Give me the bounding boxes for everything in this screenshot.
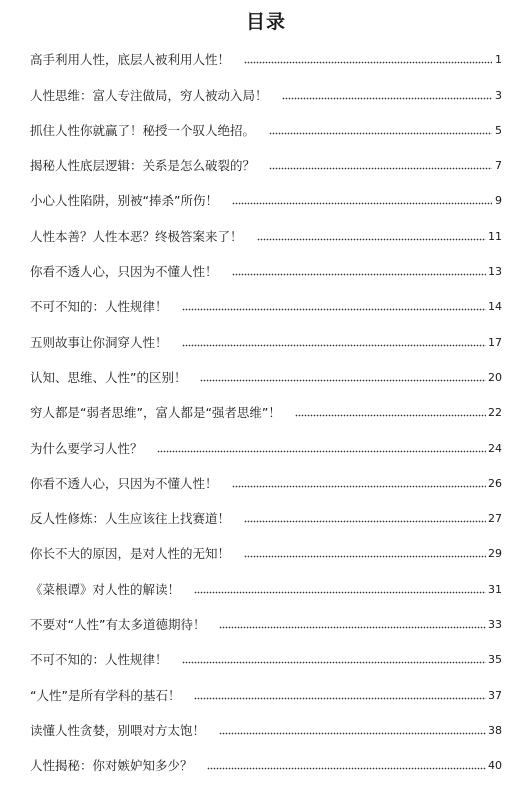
toc-entry[interactable]	[30, 602, 502, 637]
toc-entry[interactable]	[30, 178, 502, 213]
dot-leader	[244, 513, 486, 523]
toc-entry-title[interactable]: 人性揭秘：你对嫉妒知多少？	[30, 758, 193, 774]
toc-entry[interactable]	[30, 637, 502, 672]
dot-leader	[295, 407, 486, 417]
toc-entry-title[interactable]: 抓住人性你就赢了！秘授一个驭人绝招。	[30, 122, 256, 138]
toc-title: 目录	[245, 11, 286, 33]
dot-leader	[269, 160, 492, 170]
toc-entry-title[interactable]: 五则故事让你洞穿人性！	[30, 334, 168, 350]
dot-leader	[207, 760, 486, 770]
dot-leader	[232, 478, 486, 488]
dot-leader	[182, 337, 486, 347]
toc-entry-page-number[interactable]: 24	[488, 441, 502, 455]
toc-entry-page-number[interactable]: 27	[488, 512, 502, 526]
toc-entry-title[interactable]: 人性思维：富人专注做局，穷人被动入局！	[30, 87, 268, 103]
toc-entry-title[interactable]: 高手利用人性，底层人被利用人性！	[30, 52, 231, 68]
toc-entry[interactable]	[30, 319, 502, 354]
toc-entry-page-number[interactable]: 5	[495, 123, 502, 137]
toc-entry-page-number[interactable]: 14	[488, 300, 502, 314]
toc-entry-page-number[interactable]: 33	[488, 618, 502, 632]
toc-entry-page-number[interactable]: 9	[495, 194, 502, 208]
toc-entry[interactable]	[30, 672, 502, 707]
toc-entry[interactable]	[30, 461, 502, 496]
toc-entry-title[interactable]: 不可不知的：人性规律！	[30, 652, 168, 668]
toc-entry-page-number[interactable]: 3	[495, 88, 502, 102]
dot-leader	[257, 231, 486, 241]
toc-entry[interactable]	[30, 496, 502, 531]
dot-leader	[194, 690, 486, 700]
toc-entry-title[interactable]: 认知、思维、人性”的区别！	[30, 369, 187, 385]
toc-entry-title[interactable]: 穷人都是“弱者思维”，富人都是“强者思维”！	[30, 405, 281, 421]
toc-entry-title[interactable]: 你长不大的原因，是对人性的无知！	[30, 546, 231, 562]
toc-entry-page-number[interactable]: 13	[488, 265, 502, 279]
toc-entry-page-number[interactable]: 11	[488, 229, 502, 243]
dot-leader	[232, 195, 492, 205]
toc-entry[interactable]	[30, 743, 502, 778]
dot-leader	[182, 654, 486, 664]
toc-entry-page-number[interactable]: 22	[488, 406, 502, 420]
toc-entry[interactable]	[30, 425, 502, 460]
dot-leader	[219, 725, 486, 735]
dot-leader	[282, 90, 492, 100]
toc-entry-title[interactable]: “人性”是所有学科的基石！	[30, 687, 181, 703]
toc-entry[interactable]	[30, 708, 502, 743]
toc-entry[interactable]	[30, 566, 502, 601]
toc-entry[interactable]	[30, 72, 502, 107]
dot-leader	[182, 301, 486, 311]
dot-leader	[244, 54, 492, 64]
toc-entry[interactable]	[30, 108, 502, 143]
toc-entry-title[interactable]: 人性本善？人性本恶？终极答案来了！	[30, 228, 243, 244]
dot-leader	[157, 443, 486, 453]
toc-entry[interactable]	[30, 249, 502, 284]
toc-entry-page-number[interactable]: 38	[488, 723, 502, 737]
toc-entry-title[interactable]: 小心人性陷阱，别被“捧杀”所伤！	[30, 193, 218, 209]
toc-entry-title[interactable]: 反人性修炼：人生应该往上找赛道！	[30, 511, 231, 527]
toc-entry-page-number[interactable]: 17	[488, 335, 502, 349]
toc-entry-page-number[interactable]: 26	[488, 476, 502, 490]
toc-entry-title[interactable]: 你看不透人心，只因为不懂人性！	[30, 264, 218, 280]
toc-entry-page-number[interactable]: 40	[488, 759, 502, 773]
toc-entry-page-number[interactable]: 29	[488, 547, 502, 561]
dot-leader	[269, 125, 492, 135]
dot-leader	[194, 584, 486, 594]
dot-leader	[219, 619, 486, 629]
dot-leader	[232, 266, 486, 276]
toc-entry-page-number[interactable]: 1	[495, 53, 502, 67]
toc-entry[interactable]	[30, 213, 502, 248]
toc-entry[interactable]	[30, 355, 502, 390]
dot-leader	[244, 548, 486, 558]
toc-entry[interactable]	[30, 284, 502, 319]
toc-entry-page-number[interactable]: 20	[488, 370, 502, 384]
toc-entry-title[interactable]: 《菜根谭》对人性的解读！	[30, 581, 181, 597]
toc-entry-title[interactable]: 读懂人性贪婪，别喂对方太饱！	[30, 722, 206, 738]
toc-entry[interactable]	[30, 37, 502, 72]
toc-entry-page-number[interactable]: 37	[488, 688, 502, 702]
toc-entry-page-number[interactable]: 7	[495, 159, 502, 173]
toc-entry-title[interactable]: 为什么要学习人性？	[30, 440, 143, 456]
toc-entry-page-number[interactable]: 31	[488, 582, 502, 596]
toc-entry-title[interactable]: 你看不透人心，只因为不懂人性！	[30, 475, 218, 491]
toc-entry-title[interactable]: 不可不知的：人性规律！	[30, 299, 168, 315]
toc-list	[30, 37, 502, 778]
toc-entry[interactable]	[30, 143, 502, 178]
toc-entry[interactable]	[30, 531, 502, 566]
dot-leader	[200, 372, 486, 382]
toc-entry[interactable]	[30, 390, 502, 425]
toc-entry-title[interactable]: 不要对“人性”有太多道德期待！	[30, 617, 206, 633]
toc-entry-page-number[interactable]: 35	[488, 653, 502, 667]
toc-entry-title[interactable]: 揭秘人性底层逻辑：关系是怎么破裂的？	[30, 158, 256, 174]
